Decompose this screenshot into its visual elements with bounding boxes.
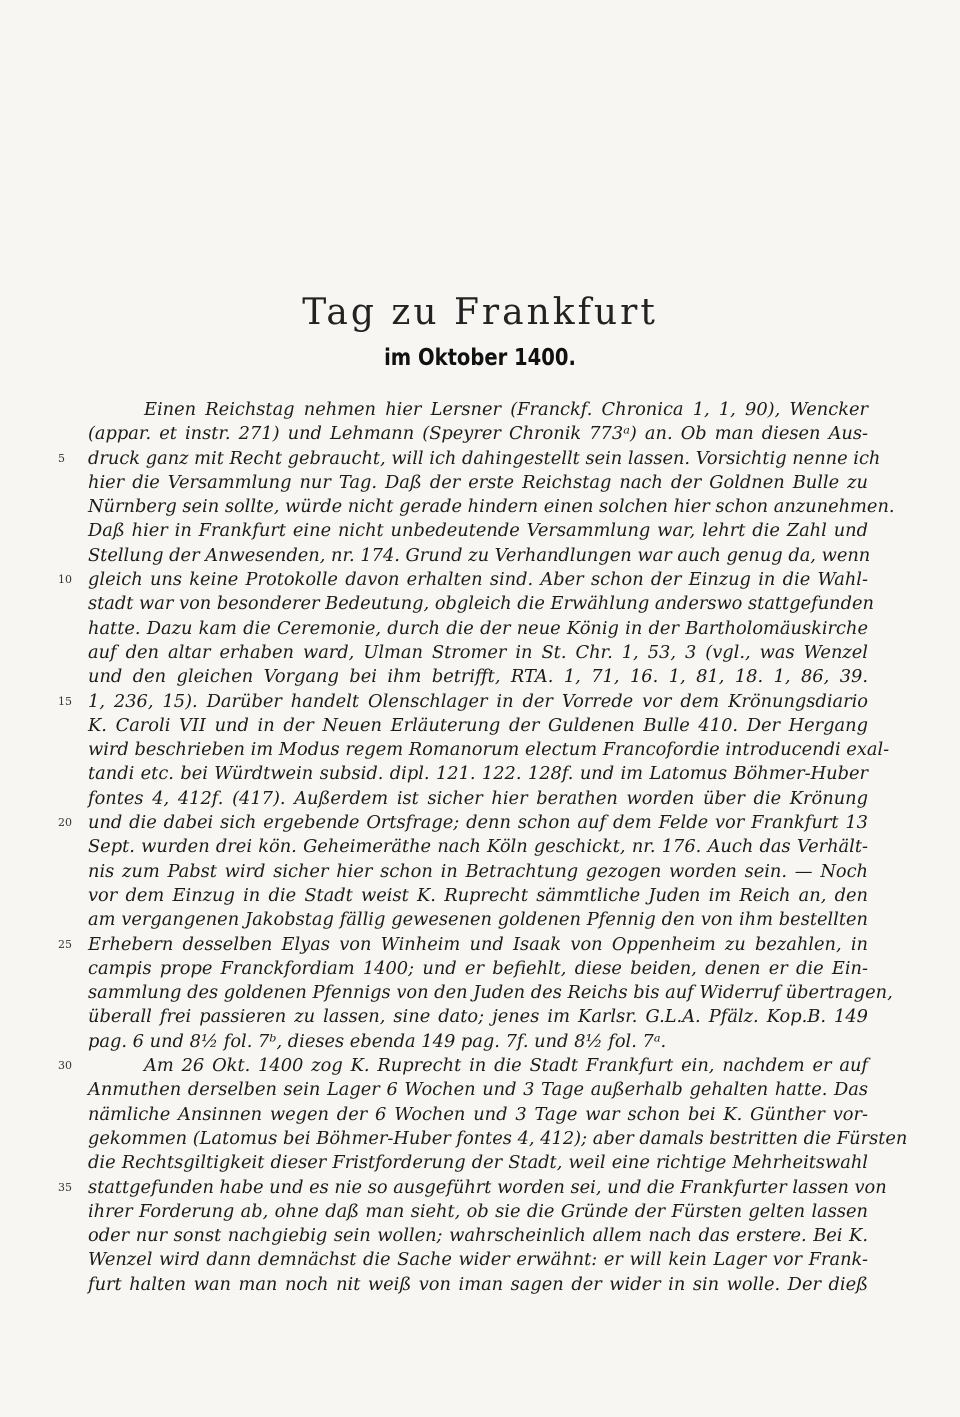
text-line	[88, 422, 868, 446]
line-text: campis prope Franckfordiam 1400; und er befiehlt, diese beiden, denen er die Ein-	[88, 957, 868, 979]
line-number: 15	[58, 694, 72, 708]
line-text: Einen Reichstag nehmen hier Lersner (Franckf. Chronica 1, 1, 90), Wencker	[144, 399, 868, 420]
text-line	[88, 787, 868, 811]
line-number: 20	[58, 816, 72, 830]
line-text: furt halten wan man noch nit weiß von iman sagen der wider in sin wolle. Der dieß	[88, 1273, 868, 1295]
line-text: Nürnberg sein sollte, würde nicht gerade hindern einen solchen hier schon anzunehmen.	[88, 496, 895, 518]
line-text: und die dabei sich ergebende Ortsfrage; denn schon auf dem Felde vor Frankfurt 13	[88, 812, 868, 834]
text-line	[88, 641, 868, 665]
line-number: 5	[58, 451, 65, 465]
line-text: vor dem Einzug in die Stadt weist K. Ruprecht sämmtliche Juden im Reich an, den	[88, 884, 868, 906]
line-text: wird beschrieben im Modus regem Romanorum electum Francofordie introducendi exal-	[88, 739, 890, 761]
text-line	[88, 1030, 868, 1054]
line-text: nämliche Ansinnen wegen der 6 Wochen und 3 Tage war schon bei K. Günther vor-	[88, 1103, 868, 1125]
line-text: ihrer Forderung ab, ohne daß man sieht, ob sie die Gründe der Fürsten gelten lassen	[88, 1200, 868, 1222]
text-line	[88, 1200, 868, 1224]
line-text: oder nur sonst nachgiebig sein wollen; wahrscheinlich allem nach das erstere. Bei K.	[88, 1225, 868, 1247]
text-line	[88, 908, 868, 932]
text-line	[88, 714, 868, 738]
line-text: sammlung des goldenen Pfennigs von den Juden des Reichs bis auf Widerruf übertragen,	[88, 982, 893, 1004]
page-subtitle: im Oktober 1400.	[384, 345, 576, 371]
line-text: hatte. Dazu kam die Ceremonie, durch die der neue König in der Bartholomäuskirche	[88, 617, 868, 639]
text-line	[88, 398, 868, 422]
line-text: die Rechtsgiltigkeit dieser Fristforderung der Stadt, weil eine richtige Mehrheitswahl	[88, 1152, 868, 1174]
line-text: Am 26 Okt. 1400 zog K. Ruprecht in die Stadt Frankfurt ein, nachdem er auf	[144, 1055, 868, 1077]
line-number: 30	[58, 1059, 72, 1073]
body-text	[58, 398, 908, 1297]
line-text: Wenzel wird dann demnächst die Sache wider erwähnt: er will kein Lager vor Frank-	[88, 1249, 868, 1271]
line-text: stadt war von besonderer Bedeutung, obgleich die Erwählung anderswo stattgefunden	[88, 593, 874, 615]
line-text: Erhebern desselben Elyas von Winheim und Isaak von Oppenheim zu bezahlen, in	[88, 933, 868, 955]
line-text: überall frei passieren zu lassen, sine dato; jenes im Karlsr. G.L.A. Pfälz. Kop.B. 149	[88, 1006, 868, 1028]
text-line	[88, 1078, 868, 1102]
text-line	[58, 1054, 868, 1078]
text-line	[88, 592, 874, 616]
line-text: K. Caroli VII und in der Neuen Erläuterung der Guldenen Bulle 410. Der Hergang	[88, 714, 868, 736]
text-line	[88, 471, 868, 495]
text-line	[88, 495, 895, 519]
line-number: 35	[58, 1180, 72, 1194]
text-line	[88, 738, 890, 762]
text-line	[58, 933, 868, 957]
line-number: 10	[58, 573, 72, 587]
line-text: Sept. wurden drei kön. Geheimeräthe nach Köln geschickt, nr. 176. Auch das Verhält-	[88, 836, 868, 858]
page-title: Tag zu Frankfurt	[302, 292, 658, 333]
text-line	[88, 835, 868, 859]
line-text: 1, 236, 15). Darüber handelt Olenschlager in der Vorrede vor dem Krönungsdiario	[88, 690, 868, 712]
text-line	[58, 811, 868, 835]
text-line	[88, 519, 868, 543]
line-text: (appar. et instr. 271) und Lehmann (Speyrer Chronik 773ᵃ) an. Ob man diesen Aus-	[88, 423, 868, 445]
text-line	[88, 1151, 868, 1175]
line-text: am vergangenen Jakobstag fällig gewesenen goldenen Pfennig den von ihm bestellten	[88, 909, 868, 931]
text-line	[58, 1176, 887, 1200]
line-text: nis zum Pabst wird sicher hier schon in Betrachtung gezogen worden sein. — Noch	[88, 860, 868, 882]
text-line	[88, 617, 868, 641]
text-line	[58, 447, 881, 471]
text-line	[88, 1103, 868, 1127]
line-text: pag. 6 und 8½ fol. 7ᵇ, dieses ebenda 149 pag. 7f. und 8½ fol. 7ᵃ.	[88, 1030, 667, 1052]
text-line	[88, 957, 868, 981]
line-text: druck ganz mit Recht gebraucht, will ich dahingestellt sein lassen. Vorsichtig nenne ich	[88, 447, 881, 469]
text-line	[88, 665, 868, 689]
text-line	[58, 690, 868, 714]
text-line	[88, 981, 893, 1005]
text-line	[88, 1248, 868, 1272]
text-line	[88, 1005, 868, 1029]
line-text: und den gleichen Vorgang bei ihm betrifft, RTA. 1, 71, 16. 1, 81, 18. 1, 86, 39.	[88, 666, 868, 688]
line-text: Stellung der Anwesenden, nr. 174. Grund zu Verhandlungen war auch genug da, wenn	[88, 544, 871, 566]
line-text: auf den altar erhaben ward, Ulman Stromer in St. Chr. 1, 53, 3 (vgl., was Wenzel	[88, 641, 868, 663]
line-text: gleich uns keine Protokolle davon erhalten sind. Aber schon der Einzug in die Wahl-	[88, 569, 868, 591]
text-line	[58, 568, 868, 592]
text-line	[88, 884, 868, 908]
line-text: fontes 4, 412f. (417). Außerdem ist sicher hier berathen worden über die Krönung	[88, 787, 868, 809]
line-text: Daß hier in Frankfurt eine nicht unbedeutende Versammlung war, lehrt die Zahl und	[88, 520, 868, 542]
text-line	[88, 860, 868, 884]
text-line	[88, 762, 868, 786]
text-line	[88, 544, 871, 568]
line-text: hier die Versammlung nur Tag. Daß der erste Reichstag nach der Goldnen Bulle zu	[88, 471, 868, 493]
line-text: stattgefunden habe und es nie so ausgeführt worden sei, und die Frankfurter lassen von	[88, 1176, 887, 1198]
line-text: tandi etc. bei Würdtwein subsid. dipl. 121. 122. 128f. und im Latomus Böhmer-Huber	[88, 763, 868, 785]
text-line	[88, 1224, 868, 1248]
text-line	[88, 1127, 908, 1151]
text-line	[88, 1273, 868, 1297]
line-number: 25	[58, 937, 72, 951]
line-text: gekommen (Latomus bei Böhmer-Huber fontes 4, 412); aber damals bestritten die Fürsten	[88, 1127, 908, 1149]
line-text: Anmuthen derselben sein Lager 6 Wochen und 3 Tage außerhalb gehalten hatte. Das	[88, 1079, 868, 1101]
